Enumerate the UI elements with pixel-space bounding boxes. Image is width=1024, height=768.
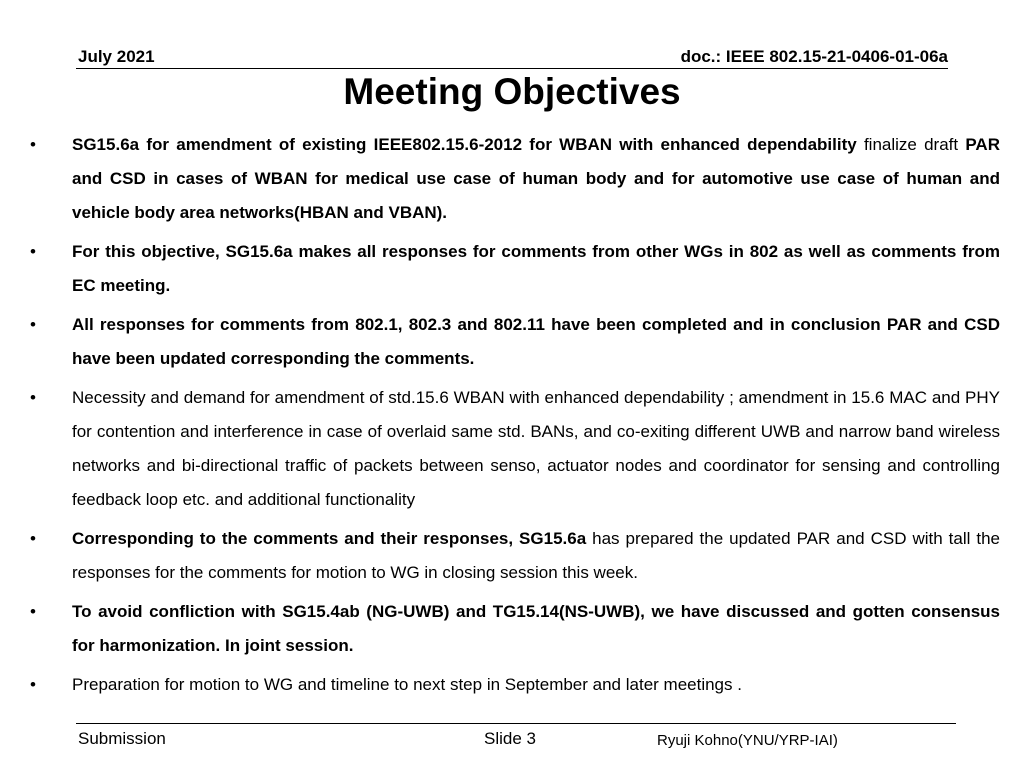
- bullet-marker: •: [30, 242, 36, 261]
- list-item: [24, 128, 1000, 230]
- bullet-text-run: All responses for comments from 802.1, 802.3 and 802.11 have been completed and in conclusion PAR and CSD have been updated corresponding the comments.: [72, 315, 1000, 368]
- bullet-text-run: Corresponding to the comments and their responses, SG15.6a: [72, 529, 587, 548]
- list-item: [24, 308, 1000, 376]
- bullet-text-run: Preparation for motion to WG and timeline to next step in September and later meetings .: [72, 675, 742, 694]
- footer-author: Ryuji Kohno(YNU/YRP-IAI): [657, 732, 838, 749]
- header-doc-id: doc.: IEEE 802.15-21-0406-01-06a: [680, 47, 948, 66]
- objectives-list: [24, 128, 1000, 707]
- bullet-text-run: has prepared the updated PAR and CSD with tall the responses for the comments for motion to WG in closing session this week.: [72, 529, 1000, 582]
- bullet-text-run: For this objective, SG15.6a makes all responses for comments from other WGs in 802 as well as comments from EC meeting.: [72, 242, 1000, 295]
- bullet-marker: •: [30, 315, 36, 334]
- bullet-text-run: SG15.6a for amendment of existing IEEE802.15.6-2012 for WBAN with enhanced dependability: [72, 135, 864, 154]
- bullet-text-run: finalize draft: [863, 135, 966, 154]
- footer-slide-number: Slide 3: [484, 729, 536, 748]
- bullet-text-run: PAR and CSD in cases of WBAN for medical use case of human body and for automotive use case of human and vehicle body area networks(HBAN and VBAN).: [72, 135, 1000, 222]
- list-item: [24, 522, 1000, 590]
- list-item: [24, 381, 1000, 517]
- bullet-text-run: To avoid confliction with SG15.4ab (NG-UWB) and TG15.14(NS-UWB), we have discussed and gotten consensus for harmonization. In joint session.: [72, 602, 1000, 655]
- list-item: [24, 668, 1000, 702]
- slide-title: Meeting Objectives: [343, 71, 681, 112]
- list-item: [24, 595, 1000, 663]
- bullet-marker: •: [30, 675, 36, 694]
- footer-divider: [76, 723, 956, 724]
- bullet-text-run: Necessity and demand for amendment of std.15.6 WBAN with enhanced dependability ; amendment in 15.6 MAC and PHY for contention and interference in case of overlaid same std. BANs, and co-exiting different UWB and narrow band wireless networks and bi-directional traffic of packets between senso, actuator nodes and coordinator for sensing and controlling feedback loop etc. and additional functionality: [72, 388, 1000, 509]
- footer-submission: Submission: [78, 729, 166, 748]
- list-item: [24, 235, 1000, 303]
- header-date: July 2021: [78, 47, 155, 66]
- bullet-marker: •: [30, 602, 36, 621]
- bullet-marker: •: [30, 388, 36, 407]
- bullet-marker: •: [30, 135, 36, 154]
- bullet-marker: •: [30, 529, 36, 548]
